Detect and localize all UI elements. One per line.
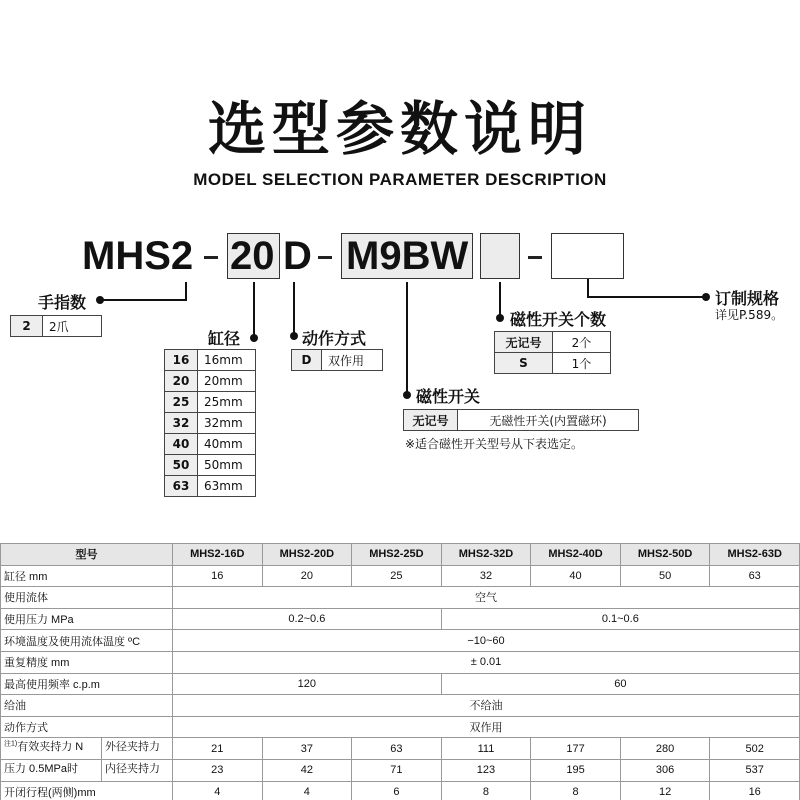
bore-key: 20 xyxy=(165,371,198,392)
spec-cell: 40 xyxy=(531,565,621,587)
spec-header-cell: MHS2-63D xyxy=(710,544,800,566)
spec-row-label: 重复精度 mm xyxy=(1,651,173,673)
code-custom-box xyxy=(551,233,624,279)
spec-cell: 120 xyxy=(173,673,442,695)
spec-cell: −10~60 xyxy=(173,630,800,652)
spec-header-cell: MHS2-40D xyxy=(531,544,621,566)
connector-count-v xyxy=(499,282,501,318)
spec-cell: 63 xyxy=(710,565,800,587)
code-prefix: MHS2 xyxy=(82,234,194,278)
bore-value: 16mm xyxy=(198,350,256,371)
spec-table xyxy=(0,543,800,800)
code-action: D xyxy=(283,234,312,278)
connector-dot xyxy=(403,391,411,399)
spec-header-row xyxy=(1,544,800,566)
bore-value: 50mm xyxy=(198,455,256,476)
spec-cell: 37 xyxy=(262,738,352,760)
spec-cell: 502 xyxy=(710,738,800,760)
code-dash xyxy=(318,256,332,259)
spec-cell: 16 xyxy=(710,781,800,800)
spec-row-label xyxy=(1,759,173,781)
custom-label: 订制规格 xyxy=(715,289,780,308)
spec-cell: 8 xyxy=(441,781,531,800)
spec-row-label: 给油 xyxy=(1,695,173,717)
bore-row xyxy=(165,350,256,371)
spec-header-cell: MHS2-25D xyxy=(352,544,442,566)
spec-row-temp xyxy=(1,630,800,652)
spec-cell: 6 xyxy=(352,781,442,800)
spec-cell: 4 xyxy=(262,781,352,800)
spec-row-force-inner xyxy=(1,759,800,781)
action-row xyxy=(292,350,383,371)
connector-fingers-v xyxy=(185,282,187,300)
switch-label: 磁性开关 xyxy=(416,387,481,406)
bore-key: 32 xyxy=(165,413,198,434)
spec-row-force-outer xyxy=(1,738,800,760)
spec-cell: 42 xyxy=(262,759,352,781)
switch-note: ※适合磁性开关型号从下表选定。 xyxy=(405,437,584,451)
fingers-table xyxy=(10,315,102,337)
page-subtitle: MODEL SELECTION PARAMETER DESCRIPTION xyxy=(193,170,607,189)
connector-dot xyxy=(96,296,104,304)
spec-cell: 195 xyxy=(531,759,621,781)
switch-count-row xyxy=(495,353,611,374)
action-table xyxy=(291,349,383,371)
spec-cell: 280 xyxy=(620,738,710,760)
spec-row-label: 最高使用频率 c.p.m xyxy=(1,673,173,695)
spec-row-stroke xyxy=(1,781,800,800)
spec-row-pressure xyxy=(1,608,800,630)
bore-row xyxy=(165,392,256,413)
bore-key: 40 xyxy=(165,434,198,455)
bore-row xyxy=(165,476,256,497)
switch-count-row xyxy=(495,332,611,353)
bore-key: 63 xyxy=(165,476,198,497)
connector-dot xyxy=(702,293,710,301)
connector-dot xyxy=(250,334,258,342)
bore-value: 20mm xyxy=(198,371,256,392)
spec-cell: 不给油 xyxy=(173,695,800,717)
bore-row xyxy=(165,371,256,392)
spec-cell: 177 xyxy=(531,738,621,760)
spec-cell: 63 xyxy=(352,738,442,760)
spec-cell: 71 xyxy=(352,759,442,781)
spec-cell: 537 xyxy=(710,759,800,781)
switch-count-key: S xyxy=(495,353,553,374)
bore-key: 16 xyxy=(165,350,198,371)
spec-header-cell: MHS2-32D xyxy=(441,544,531,566)
force-note-mark: 注1) xyxy=(4,740,18,748)
spec-header-cell: MHS2-16D xyxy=(173,544,263,566)
custom-note: 详见P.589。 xyxy=(715,308,784,322)
spec-header-cell: MHS2-20D xyxy=(262,544,352,566)
spec-cell: 50 xyxy=(620,565,710,587)
spec-cell: 25 xyxy=(352,565,442,587)
action-label: 动作方式 xyxy=(302,329,367,348)
spec-cell: 8 xyxy=(531,781,621,800)
fingers-key: 2 xyxy=(11,316,43,337)
code-switch-count-box xyxy=(480,233,520,279)
switch-count-key: 无记号 xyxy=(495,332,553,353)
code-switch: M9BW xyxy=(346,234,469,278)
connector-dot xyxy=(496,314,504,322)
spec-header-cell: MHS2-50D xyxy=(620,544,710,566)
spec-row-label: 环境温度及使用流体温度 ºC xyxy=(1,630,173,652)
bore-value: 40mm xyxy=(198,434,256,455)
force-outer-label: 外径夹持力 xyxy=(101,738,160,759)
spec-cell: ± 0.01 xyxy=(173,651,800,673)
spec-cell: 4 xyxy=(173,781,263,800)
spec-row-label: 动作方式 xyxy=(1,716,173,738)
spec-cell: 0.1~0.6 xyxy=(441,608,799,630)
action-key: D xyxy=(292,350,322,371)
bore-value: 32mm xyxy=(198,413,256,434)
spec-cell: 60 xyxy=(441,673,799,695)
spec-cell: 20 xyxy=(262,565,352,587)
connector-bore-v xyxy=(253,282,255,338)
switch-count-label: 磁性开关个数 xyxy=(510,310,607,329)
bore-value: 63mm xyxy=(198,476,256,497)
switch-count-value: 1个 xyxy=(553,353,611,374)
fingers-value: 2爪 xyxy=(43,316,102,337)
spec-cell: 0.2~0.6 xyxy=(173,608,442,630)
spec-cell: 123 xyxy=(441,759,531,781)
connector-action-v xyxy=(293,282,295,336)
force-label: 有效夹持力 N xyxy=(17,741,84,754)
spec-cell: 111 xyxy=(441,738,531,760)
spec-row-actmode xyxy=(1,716,800,738)
switch-row xyxy=(404,410,639,431)
spec-row-freq xyxy=(1,673,800,695)
code-dash xyxy=(528,256,542,259)
switch-value: 无磁性开关(内置磁环) xyxy=(458,410,639,431)
bore-row xyxy=(165,455,256,476)
bore-table xyxy=(164,349,256,497)
spec-row-label: 使用压力 MPa xyxy=(1,608,173,630)
spec-row-repeat xyxy=(1,651,800,673)
bore-label: 缸径 xyxy=(208,329,241,348)
code-bore: 20 xyxy=(230,234,275,278)
page-title: 选型参数说明 xyxy=(207,95,592,163)
spec-row-label: 使用流体 xyxy=(1,587,173,609)
switch-count-value: 2个 xyxy=(553,332,611,353)
code-dash xyxy=(204,256,218,259)
connector-dot xyxy=(290,332,298,340)
spec-cell: 21 xyxy=(173,738,263,760)
spec-cell: 32 xyxy=(441,565,531,587)
switch-table xyxy=(403,409,639,431)
force-inner-label: 内径夹持力 xyxy=(101,760,160,781)
switch-count-table xyxy=(494,331,611,374)
spec-row-label xyxy=(1,738,173,760)
spec-row-fluid xyxy=(1,587,800,609)
spec-row-lube xyxy=(1,695,800,717)
spec-cell: 双作用 xyxy=(173,716,800,738)
fingers-row xyxy=(11,316,102,337)
bore-row xyxy=(165,413,256,434)
spec-row-label: 缸径 mm xyxy=(1,565,173,587)
fingers-label: 手指数 xyxy=(38,293,87,312)
connector-fingers-h xyxy=(100,299,187,301)
spec-row-label: 开闭行程(两侧)mm xyxy=(1,781,173,800)
connector-custom-v xyxy=(587,279,589,297)
spec-cell: 16 xyxy=(173,565,263,587)
force-pressure-label: 压力 0.5MPa时 xyxy=(4,762,78,775)
spec-header-cell: 型号 xyxy=(1,544,173,566)
spec-cell: 空气 xyxy=(173,587,800,609)
action-value: 双作用 xyxy=(322,350,383,371)
bore-key: 25 xyxy=(165,392,198,413)
spec-cell: 12 xyxy=(620,781,710,800)
connector-switch-v xyxy=(406,282,408,396)
connector-custom-h xyxy=(587,296,704,298)
bore-row xyxy=(165,434,256,455)
spec-row-bore xyxy=(1,565,800,587)
switch-key: 无记号 xyxy=(404,410,458,431)
bore-key: 50 xyxy=(165,455,198,476)
spec-cell: 306 xyxy=(620,759,710,781)
spec-cell: 23 xyxy=(173,759,263,781)
bore-value: 25mm xyxy=(198,392,256,413)
